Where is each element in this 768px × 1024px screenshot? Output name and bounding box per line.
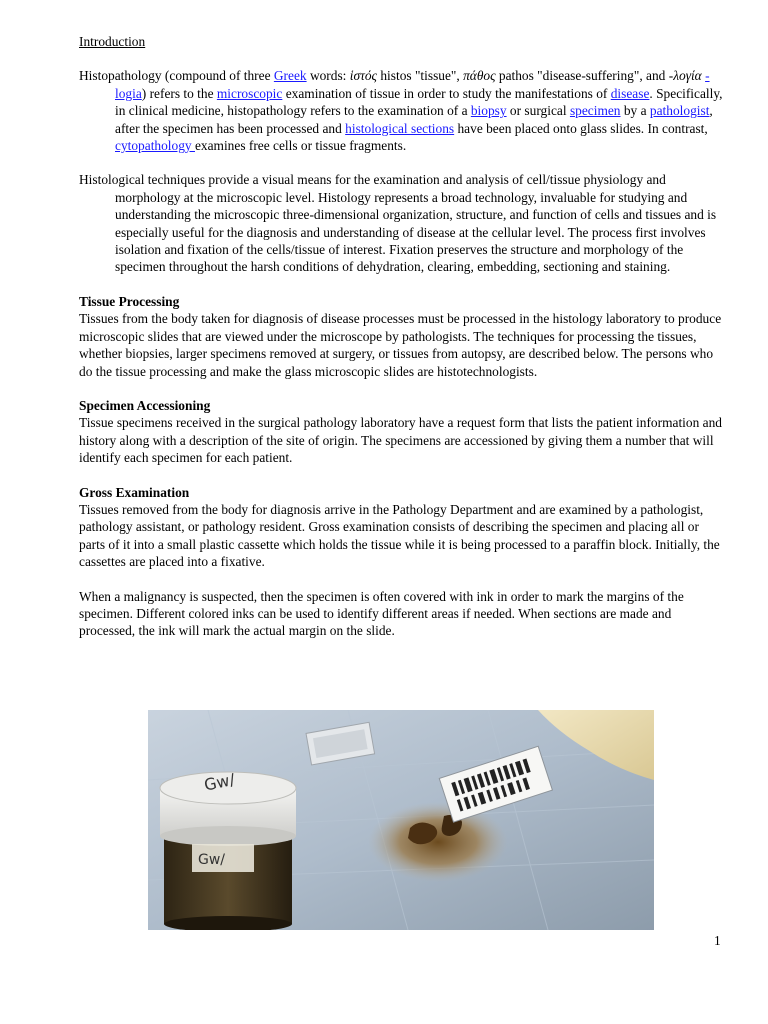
gross-examination-paragraph: Tissues removed from the body for diagnosis arrive in the Pathology Department and are examined by a pathologist, pathology assistant, or pathology resident. Gross examination consists of describing the specimen and placing all or parts of it into a small plastic cassette which holds the tissue while it is being processed to a paraffin block. Initially, the cassettes are placed into a fixative.: [79, 501, 720, 570]
link-cytopathology[interactable]: cytopathology: [115, 138, 195, 154]
specimen-accessioning-paragraph: Tissue specimens received in the surgical pathology laboratory have a request form that lists the patient information and history along with a description of the site of origin. The specimens are accessioned by giving them a number that will identify each specimen for each patient.: [79, 415, 722, 466]
text-run: pathos "disease-suffering", and: [495, 68, 669, 84]
ink-margins-paragraph: When a malignancy is suspected, then the specimen is often covered with ink in order to mark the margins of the specimen. Different colored inks can be used to identify different areas if needed. When sections are made and processed, the ink will mark the actual margin on the slide.: [79, 588, 684, 639]
text-run: histos "tissue",: [377, 68, 464, 84]
specimen-photo: [148, 710, 654, 930]
jar-handwritten-label: Gw/: [202, 769, 237, 795]
text-run: by a: [620, 103, 650, 119]
jar-sticker-text: Gw/: [198, 852, 226, 868]
text-run: ) refers to the: [141, 85, 217, 101]
link-pathologist[interactable]: pathologist: [649, 103, 710, 119]
specimen-jar: [160, 770, 296, 930]
link-microscopic[interactable]: microscopic: [216, 85, 283, 101]
greek-word-logia: -λογία: [668, 68, 702, 84]
tissue-processing-paragraph: Tissues from the body taken for diagnosis of disease processes must be processed in the histology laboratory to produce microscopic slides that are viewed under the microscope by pathologists. The techniques for processing the tissues, whether biopsies, larger specimens removed at surgery, or tissues from autopsy, are described below. The persons who do the tissue processing and make the glass microscopic slides are histotechnologists.: [79, 311, 722, 379]
text-run: examines free cells or tissue fragments.: [194, 138, 407, 154]
text-run: , after the specimen has been processed and: [115, 103, 713, 136]
text-run: words:: [306, 68, 350, 84]
greek-word-pathos: πάθος: [463, 68, 496, 84]
link-disease[interactable]: disease: [610, 85, 650, 101]
histopathology-paragraph: [79, 67, 727, 154]
link-specimen[interactable]: specimen: [569, 103, 621, 119]
page-number: 1: [714, 933, 721, 948]
gross-examination-heading: Gross Examination: [79, 484, 190, 500]
link-greek[interactable]: Greek: [273, 68, 307, 84]
link-histological-sections[interactable]: histological sections: [345, 120, 455, 136]
link-logia[interactable]: -logia: [115, 68, 710, 101]
document-body: [79, 33, 727, 657]
text-run: . Specifically, in clinical medicine, histopathology refers to the examination of a: [115, 85, 723, 119]
introduction-heading: Introduction: [79, 34, 146, 49]
text-run: have been placed onto glass slides. In contrast,: [454, 120, 708, 136]
histological-techniques-paragraph: Histological techniques provide a visual means for the examination and analysis of cell/tissue physiology and morphology at the microscopic level. Histology represents a broad technology, invaluable for studying and understanding the microscopic three-dimensional organization, structure, and function of cells and tissues and is especially useful for the diagnosis and understanding of disease at the cellular level. The process first involves isolation and fixation of the cells/tissue of interest. Fixation preserves the structure and morphology of the specimen throughout the harsh conditions of dehydration, clearing, embedding, sectioning and staining.: [79, 172, 717, 275]
text-run: Histopathology (compound of three: [79, 68, 274, 84]
link-biopsy[interactable]: biopsy: [470, 103, 507, 119]
specimen-accessioning-heading: Specimen Accessioning: [79, 397, 211, 413]
greek-word-histos: ἱστός: [349, 68, 377, 84]
ink-stain: [368, 802, 508, 882]
specimen-photo-illustration: [148, 710, 654, 930]
tissue-processing-heading: Tissue Processing: [79, 293, 180, 309]
text-run: or surgical: [506, 103, 570, 119]
text-run: examination of tissue in order to study the manifestations of: [282, 85, 611, 101]
